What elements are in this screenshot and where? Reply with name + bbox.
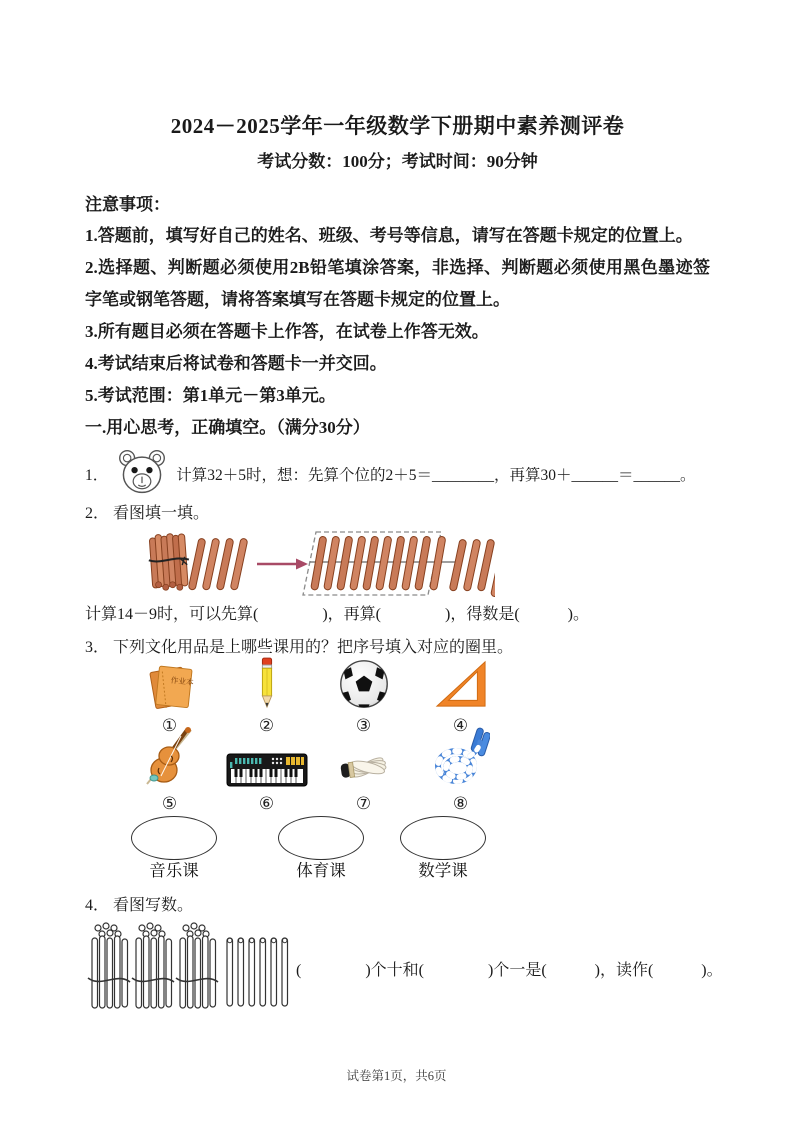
item-label-4: ④ (452, 716, 469, 735)
sticks-figure-q2 (115, 530, 710, 602)
sticks-figure-q4 (85, 920, 290, 1017)
jump-rope-icon (432, 726, 490, 793)
notes-header: 注意事项： (85, 195, 170, 214)
note-2: 2.选择题、判断题必须使用2B铅笔填涂答案，非选择、判断题必须使用黑色墨迹签字笔或钢笔答题，请将答案填写在答题卡规定的位置上。 (85, 258, 710, 309)
answer-ovals (85, 814, 710, 882)
bear-icon (116, 448, 168, 501)
note-3: 3.所有题目必须在答题卡上作答，在试卷上作答无效。 (85, 322, 489, 341)
question-3-title-line (85, 634, 710, 662)
loose-sticks-right (449, 539, 495, 597)
item-electronic-keyboard (218, 736, 315, 814)
items-row-1 (121, 662, 710, 736)
category-label-music: 音乐课 (149, 861, 199, 880)
note-4: 4.考试结束后将试卷和答题卡一并交回。 (85, 354, 387, 373)
question-4-title: 看图写数。 (113, 897, 194, 914)
item-label-5: ⑤ (161, 794, 178, 813)
answer-oval-music (131, 816, 217, 860)
question-2-title: 看图填一填。 (113, 505, 210, 522)
item-violin (121, 736, 218, 814)
section-1-header: 一.用心思考，正确填空。（满分30分） (85, 418, 370, 437)
item-label-7: ⑦ (355, 794, 372, 813)
arrow-icon (257, 559, 308, 570)
question-4-row (85, 922, 723, 1014)
question-3-title: 下列文化用品是上哪些课用的？把序号填入对应的圈里。 (113, 639, 514, 656)
untied-sticks (303, 532, 458, 595)
item-label-3: ③ (355, 716, 372, 735)
category-label-math: 数学课 (418, 861, 468, 880)
svg-text:作业本: 作业本 (169, 675, 194, 688)
question-3-number: 3． (85, 639, 110, 656)
item-label-1: ① (161, 716, 178, 735)
exam-meta: 考试分数：100分；考试时间：90分钟 (257, 152, 538, 171)
question-2-title-line (85, 500, 710, 528)
question-2-caption: 计算14－9时，可以先算( )，再算( )，得数是( )。 (85, 606, 589, 623)
set-square-icon (432, 658, 490, 715)
answer-group-music (131, 816, 217, 882)
bundle-of-ten (147, 533, 191, 593)
question-2-number: 2． (85, 505, 110, 522)
answer-group-math (400, 816, 486, 882)
item-jump-rope (412, 736, 509, 814)
loose-sticks-left (188, 538, 248, 590)
item-label-2: ② (258, 716, 275, 735)
item-label-8: ⑧ (452, 794, 469, 813)
answer-oval-pe (278, 816, 364, 860)
answer-group-pe (278, 816, 364, 882)
question-4-caption: ( )个十和( )个一是( )，读作( )。 (296, 961, 723, 979)
shuttlecock-icon (338, 748, 390, 793)
page-title: 2024－2025学年一年级数学下册期中素养测评卷 (170, 114, 625, 138)
item-pencil (218, 662, 315, 736)
question-1 (85, 448, 710, 500)
item-set-square (412, 662, 509, 736)
note-1: 1.答题前，填写好自己的姓名、班级、考号等信息，请写在答题卡规定的位置上。 (85, 226, 693, 245)
item-exercise-books (121, 662, 218, 736)
electronic-keyboard-icon (226, 752, 308, 793)
question-4-number: 4． (85, 897, 110, 914)
page-footer: 试卷第1页，共6页 (346, 1069, 447, 1083)
question-4-title-line (85, 892, 710, 920)
answer-oval-math (400, 816, 486, 860)
item-label-6: ⑥ (258, 794, 275, 813)
soccer-ball-icon (338, 658, 390, 715)
item-shuttlecock (315, 736, 412, 814)
items-row-2 (121, 736, 710, 814)
question-1-number: 1． (85, 467, 109, 484)
item-soccer-ball (315, 662, 412, 736)
exercise-books-icon (141, 660, 199, 715)
pencil-icon (255, 656, 279, 715)
note-5: 5.考试范围：第1单元－第3单元。 (85, 386, 336, 405)
category-label-pe: 体育课 (296, 861, 346, 880)
violin-icon (141, 726, 199, 793)
question-1-text: 计算32＋5时，想：先算个位的2＋5＝________，再算30＋______＝______。 (176, 467, 696, 484)
